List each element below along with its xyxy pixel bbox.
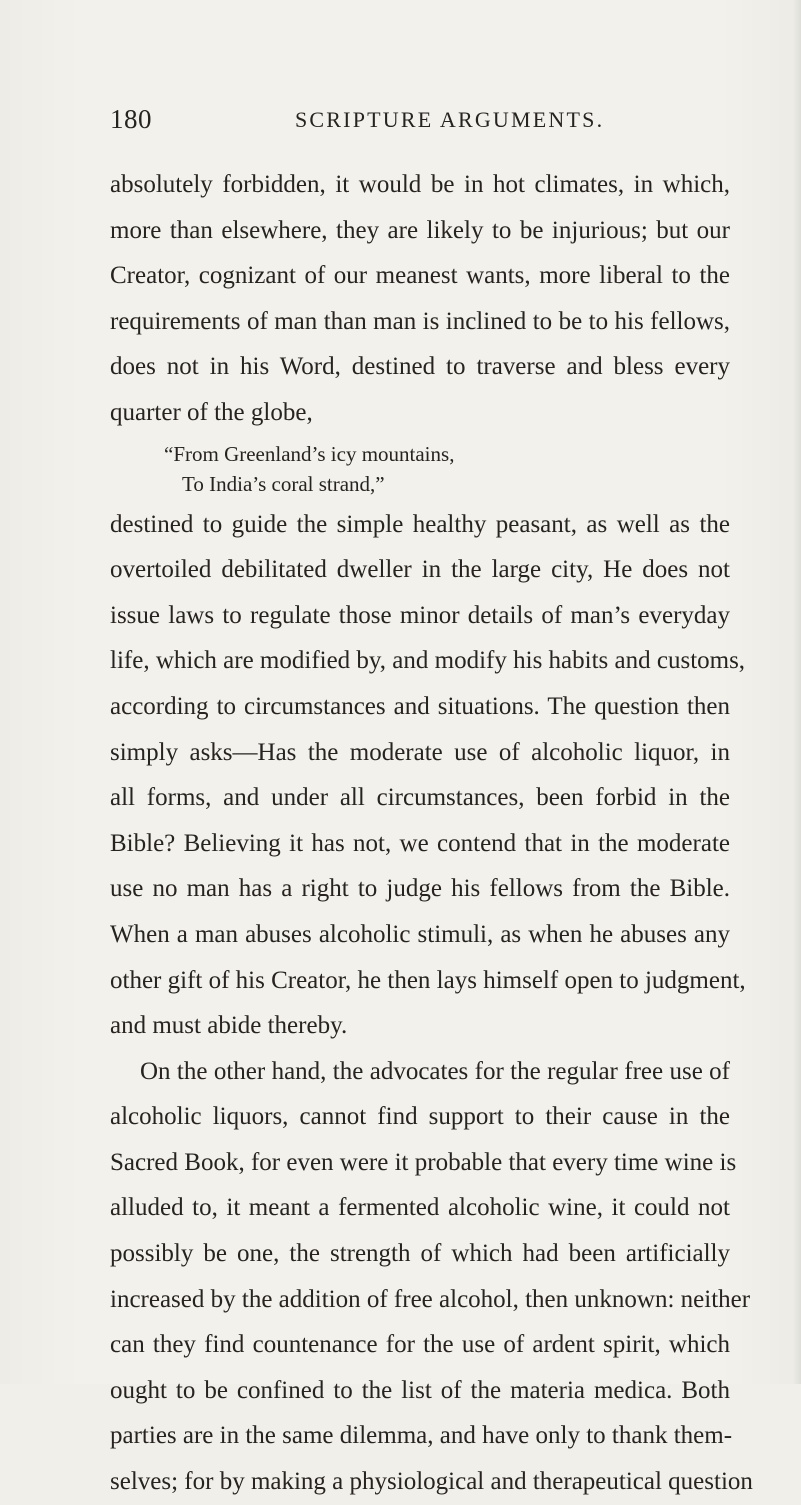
text-line: according to circumstances and situations. The question then xyxy=(110,692,730,720)
text-line: increased by the addition of free alcohol, then unknown: neither xyxy=(110,1285,751,1313)
text-line: parties are in the same dilemma, and have only to thank them- xyxy=(110,1422,733,1450)
text-line: ought to be confined to the list of the materia medica. Both xyxy=(110,1376,730,1404)
text-line: Creator, cognizant of our meanest wants, more liberal to the xyxy=(110,262,730,290)
text-line: and must abide thereby. xyxy=(110,1012,348,1040)
text-line: absolutely forbidden, it would be in hot climates, in which, xyxy=(110,171,730,198)
quote-line: “From Greenland’s icy mountains, xyxy=(164,441,455,466)
page-edge-shadow xyxy=(793,0,801,1384)
quote-line: To India’s coral strand,” xyxy=(182,471,385,496)
text-line: alcoholic liquors, cannot find support to their cause in the xyxy=(110,1103,730,1131)
text-line: all forms, and under all circumstances, been forbid in the xyxy=(110,784,730,812)
text-line: destined to guide the simple healthy peasant, as well as the xyxy=(110,510,730,538)
page-number: 180 xyxy=(110,104,152,134)
text-line: Sacred Book, for even were it probable that every time wine is xyxy=(110,1148,737,1176)
text-line: more than elsewhere, they are likely to be injurious; but our xyxy=(110,216,730,244)
paragraph-2 xyxy=(110,502,746,1049)
running-title: SCRIPTURE ARGUMENTS. xyxy=(295,107,605,132)
text-line: Bible? Believing it has not, we contend that in the moderate xyxy=(110,829,730,857)
page-header xyxy=(110,104,730,138)
text-line: issue laws to regulate those minor details of man’s everyday xyxy=(110,601,730,629)
text-line: selves; for by making a physiological and therapeutical question xyxy=(110,1468,753,1496)
text-line: does not in his Word, destined to traverse and bless every xyxy=(110,353,730,381)
text-line: When a man abuses alcoholic stimuli, as when he abuses any xyxy=(110,920,730,948)
paragraph-3 xyxy=(110,1049,753,1505)
text-line: alluded to, it meant a fermented alcoholic wine, it could not xyxy=(110,1194,730,1222)
text-line: overtoiled debilitated dweller in the large city, He does not xyxy=(110,556,730,584)
text-line: requirements of man than man is inclined to be to his fellows, xyxy=(110,307,730,335)
text-line: possibly be one, the strength of which had been artificially xyxy=(110,1240,730,1268)
text-line: can they find countenance for the use of ardent spirit, which xyxy=(110,1331,730,1359)
text-line: simply asks—Has the moderate use of alcoholic liquor, in xyxy=(110,738,730,766)
text-line: use no man has a right to judge his fellows from the Bible. xyxy=(110,875,730,903)
text-line: quarter of the globe, xyxy=(110,398,313,426)
body-text xyxy=(110,162,753,1505)
text-line: other gift of his Creator, he then lays himself open to judgment, xyxy=(110,966,746,994)
paragraph-1 xyxy=(110,162,730,436)
text-line: life, which are modified by, and modify his habits and customs, xyxy=(110,647,746,675)
text-line: On the other hand, the advocates for the regular free use of xyxy=(140,1057,730,1085)
block-quote xyxy=(110,436,730,502)
